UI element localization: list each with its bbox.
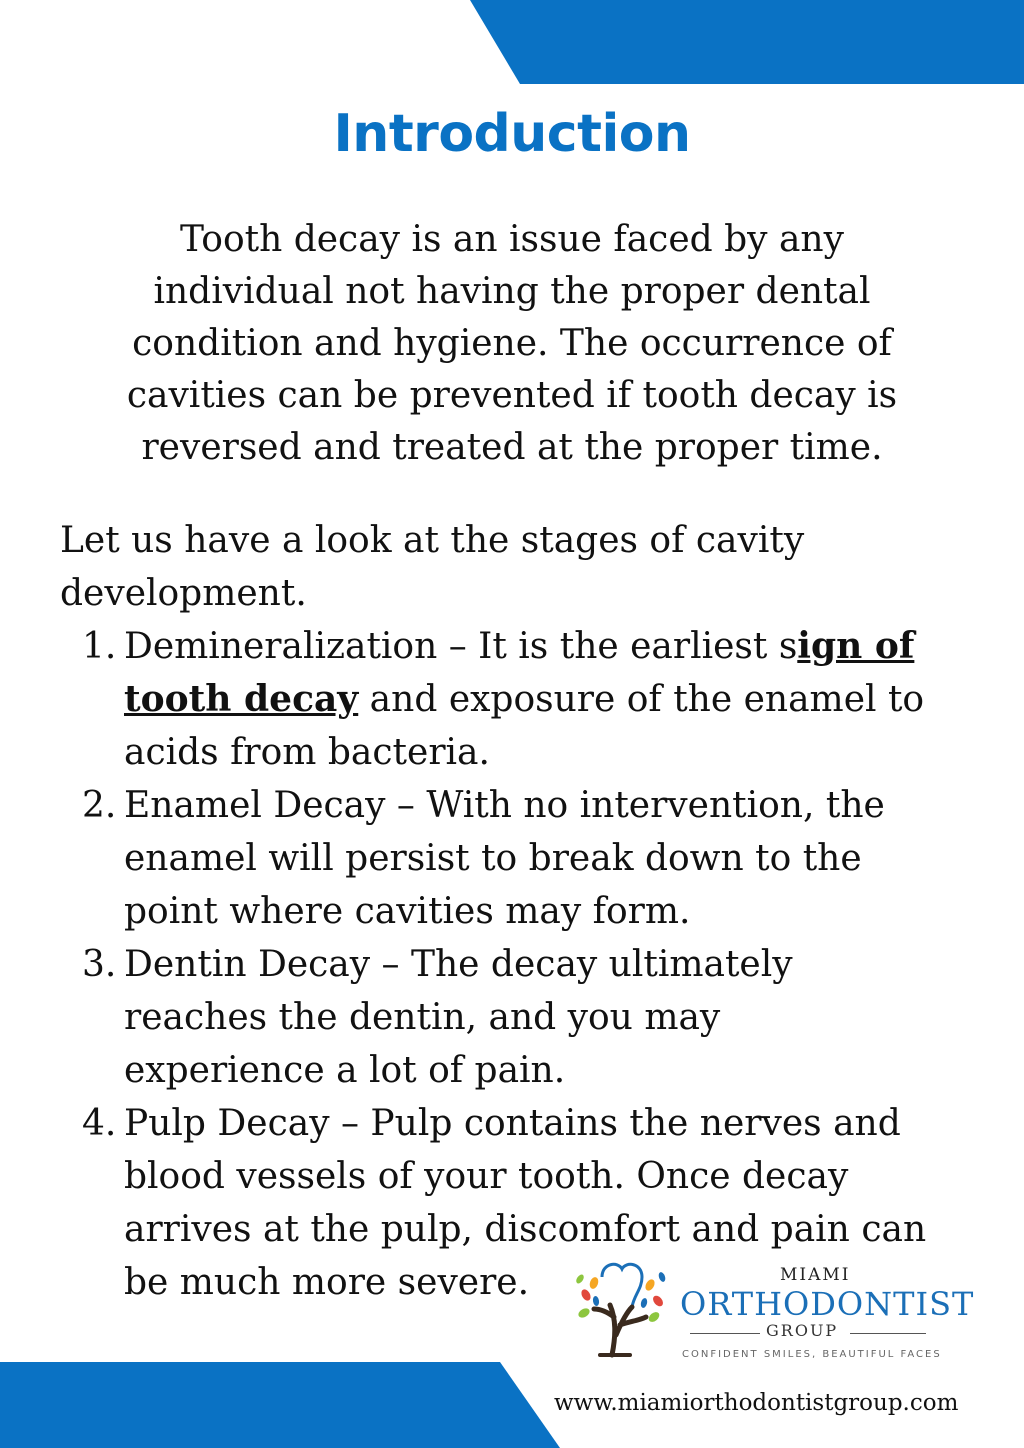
list-number: 4.	[82, 1103, 117, 1144]
sign-of-tooth-decay-link[interactable]: ign of tooth decay	[124, 625, 915, 720]
list-item: 4. Pulp Decay – Pulp contains the nerves and blood vessels of your tooth. Once decay arrives at the pulp, discomfort and pain can be much more severe.	[60, 1097, 980, 1309]
company-logo	[572, 1255, 975, 1365]
list-item: 1. Demineralization – It is the earliest sign of tooth decay and exposure of the enamel to acids from bacteria.	[60, 620, 980, 779]
logo-divider-right	[850, 1333, 926, 1334]
logo-line-group: GROUP	[766, 1321, 839, 1340]
list-number: 1.	[82, 626, 117, 667]
cavity-stages-list	[60, 620, 980, 1309]
list-number: 3.	[82, 944, 117, 985]
logo-line-orthodontist: ORTHODONTIST	[680, 1285, 975, 1323]
page-title: Introduction	[333, 104, 691, 164]
top-accent-band	[0, 0, 1024, 84]
list-item: 2. Enamel Decay – With no intervention, the enamel will persist to break down to the point where cavities may form.	[60, 779, 980, 938]
logo-tagline: CONFIDENT SMILES, BEAUTIFUL FACES	[682, 1349, 942, 1360]
list-item: 3. Dentin Decay – The decay ultimately reaches the dentin, and you may experience a lot of pain.	[60, 938, 980, 1097]
intro-paragraph: Tooth decay is an issue faced by any individual not having the proper dental condition and hygiene. The occurrence of cavities can be prevented if tooth decay is reversed and treated at the proper time.	[126, 219, 898, 468]
lead-paragraph: Let us have a look at the stages of cavity development.	[60, 520, 805, 614]
logo-divider-left	[690, 1333, 760, 1334]
list-number: 2.	[82, 785, 117, 826]
bottom-accent-band	[0, 1362, 560, 1448]
website-url[interactable]: www.miamiorthodontistgroup.com	[554, 1390, 959, 1416]
logo-line-miami: MIAMI	[780, 1265, 851, 1285]
tooth-tree-icon	[572, 1255, 672, 1365]
